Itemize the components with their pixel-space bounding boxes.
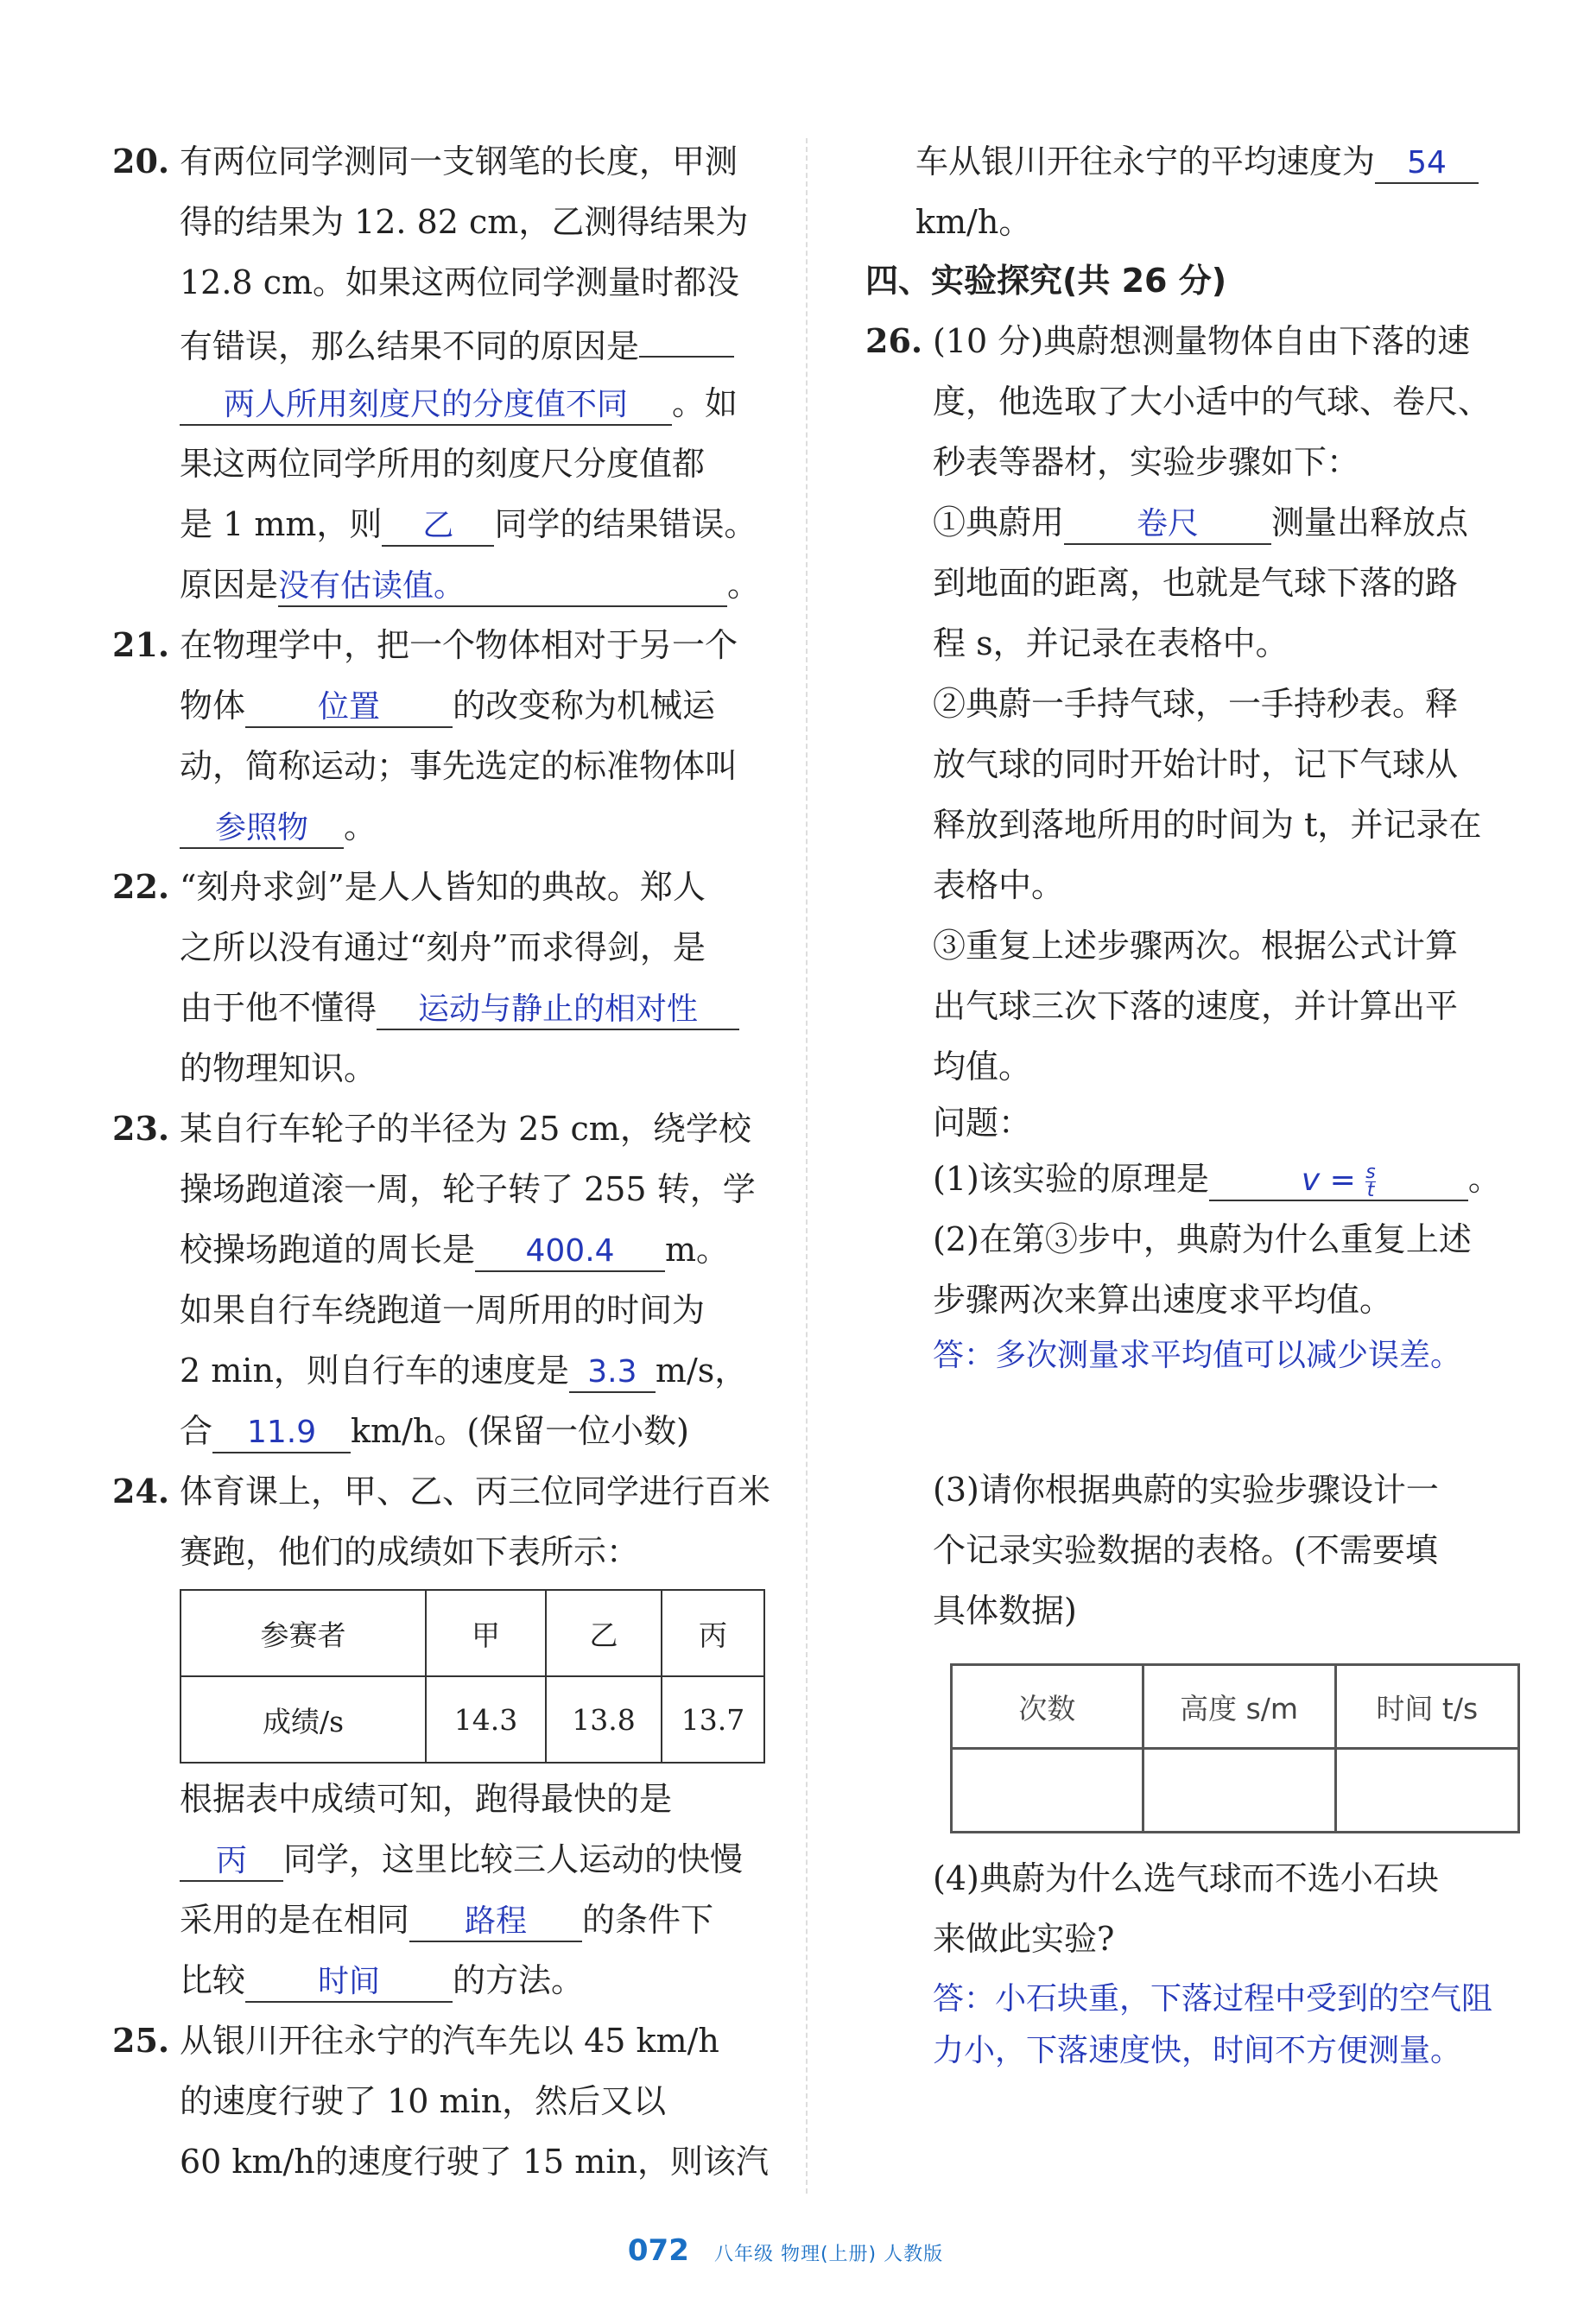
q20-answer-cause: 没有估读值。 bbox=[278, 567, 727, 607]
q24-table-header-row bbox=[181, 1590, 764, 1676]
q20-line6: 果这两位同学所用的刻度尺分度值都 bbox=[180, 445, 706, 483]
q24-line4 bbox=[180, 1838, 743, 1882]
q24-line4b: 同学，这里比较三人运动的快慢 bbox=[283, 1840, 744, 1878]
q22-number: 22. bbox=[112, 867, 170, 906]
q26-step1a: ①典蔚用 bbox=[933, 503, 1065, 541]
q26-step4: ②典蔚一手持气球，一手持秒表。释 bbox=[933, 685, 1459, 723]
q24-number: 24. bbox=[112, 1472, 170, 1510]
q26-step7: 表格中。 bbox=[933, 866, 1065, 904]
q25-line1: 从银川开往永宁的汽车先以 45 km/h bbox=[180, 2022, 719, 2060]
q26-th-2: 时间 t/s bbox=[1335, 1665, 1518, 1749]
formula-fraction bbox=[1365, 1161, 1376, 1201]
q24-th-0: 参赛者 bbox=[181, 1590, 426, 1676]
q22-line1: “刻舟求剑”是人人皆知的典故。郑人 bbox=[180, 868, 706, 906]
q26-table-header-row bbox=[952, 1665, 1519, 1749]
q23-answer-perimeter: 400.4 bbox=[475, 1232, 665, 1272]
q24-line2: 赛跑，他们的成绩如下表所示： bbox=[180, 1533, 640, 1571]
q24-td-2: 13.8 bbox=[546, 1676, 662, 1763]
section-heading: 四、实验探究(共 26 分) bbox=[865, 262, 1227, 300]
page-footer bbox=[0, 2233, 1571, 2268]
q25-line3: 60 km/h的速度行驶了 15 min，则该汽 bbox=[180, 2143, 769, 2181]
q24-th-1: 甲 bbox=[426, 1590, 546, 1676]
q26-td-0 bbox=[952, 1749, 1143, 1833]
page-number: 072 bbox=[627, 2233, 689, 2268]
q23-line3b: m。 bbox=[665, 1231, 730, 1269]
q26-table-empty-row bbox=[952, 1749, 1519, 1833]
q21-number: 21. bbox=[112, 625, 170, 664]
q21-line2a: 物体 bbox=[180, 687, 246, 725]
q20-number: 20. bbox=[112, 142, 170, 180]
q23-number: 23. bbox=[112, 1109, 170, 1148]
q24-td-0: 成绩/s bbox=[181, 1676, 426, 1763]
q26-p1b: 。 bbox=[1467, 1160, 1501, 1198]
q26-step3: 程 s，并记录在表格中。 bbox=[933, 624, 1289, 662]
q26-p2b: 步骤两次来算出速度求平均值。 bbox=[933, 1281, 1393, 1319]
q25-answer-avg-speed: 54 bbox=[1375, 144, 1479, 184]
q24-th-3: 丙 bbox=[662, 1590, 764, 1676]
q20-line4-text: 有错误，那么结果不同的原因是 bbox=[180, 327, 640, 365]
q26-number: 26. bbox=[865, 321, 923, 360]
q22-line4: 的物理知识。 bbox=[180, 1049, 377, 1087]
formula-den: t bbox=[1366, 1179, 1375, 1201]
q23-line2: 操场跑道滚一周，轮子转了 255 转，学 bbox=[180, 1170, 756, 1208]
q26-p2a: (2)在第③步中，典蔚为什么重复上述 bbox=[933, 1220, 1472, 1258]
q26-questions-label: 问题： bbox=[933, 1104, 1032, 1142]
q26-step1 bbox=[933, 501, 1468, 545]
q23-line6a: 合 bbox=[180, 1412, 213, 1450]
q25-line2: 的速度行驶了 10 min，然后又以 bbox=[180, 2082, 667, 2120]
q26-step8: ③重复上述步骤两次。根据公式计算 bbox=[933, 927, 1459, 965]
q23-line1: 某自行车轮子的半径为 25 cm，绕学校 bbox=[180, 1110, 751, 1148]
q26-p4-answer1: 答：小石块重，下落过程中受到的空气阻 bbox=[933, 1981, 1493, 2017]
q26-th-1: 高度 s/m bbox=[1143, 1665, 1335, 1749]
q26-line1: (10 分)典蔚想测量物体自由下落的速 bbox=[933, 322, 1471, 360]
q24-th-2: 乙 bbox=[546, 1590, 662, 1676]
q24-line5b: 的条件下 bbox=[582, 1901, 714, 1939]
q21-answer-position: 位置 bbox=[245, 688, 453, 728]
book-info: 八年级 物理(上册) 人教版 bbox=[713, 2244, 944, 2265]
q23-line6 bbox=[180, 1409, 689, 1453]
q26-p1 bbox=[933, 1157, 1501, 1201]
q20-line7b: 同学的结果错误。 bbox=[494, 505, 757, 543]
q24-td-1: 14.3 bbox=[426, 1676, 546, 1763]
q22-line3 bbox=[180, 986, 739, 1030]
q26-td-1 bbox=[1143, 1749, 1335, 1833]
q25-right-line1 bbox=[915, 140, 1479, 184]
q26-step2: 到地面的距离，也就是气球下落的路 bbox=[933, 564, 1459, 602]
q24-answer-fastest: 丙 bbox=[180, 1842, 283, 1882]
q20-line5-text: 。如 bbox=[672, 384, 738, 422]
q20-line8b: 。 bbox=[727, 566, 761, 604]
q23-answer-speed-ms: 3.3 bbox=[569, 1353, 656, 1393]
q20-answer-student: 乙 bbox=[382, 507, 494, 547]
q26-p3b: 个记录实验数据的表格。(不需要填 bbox=[933, 1531, 1438, 1569]
q24-line6b: 的方法。 bbox=[453, 1961, 585, 1999]
formula-num: s bbox=[1365, 1161, 1376, 1183]
q20-line3: 12.8 cm。如果这两位同学测量时都没 bbox=[180, 263, 740, 301]
q23-line5a: 2 min，则自行车的速度是 bbox=[180, 1352, 569, 1390]
q25-right-line2: km/h。 bbox=[915, 203, 1032, 241]
q21-line3: 动，简称运动；事先选定的标准物体叫 bbox=[180, 747, 738, 785]
q24-answer-time: 时间 bbox=[245, 1963, 453, 2003]
q22-answer: 运动与静止的相对性 bbox=[377, 991, 739, 1030]
q26-p2-answer: 答：多次测量求平均值可以减少误差。 bbox=[933, 1338, 1462, 1373]
q24-results-table bbox=[180, 1589, 765, 1764]
q20-line2: 得的结果为 12. 82 cm，乙测得结果为 bbox=[180, 203, 749, 241]
q24-line5a: 采用的是在相同 bbox=[180, 1901, 410, 1939]
q24-line5 bbox=[180, 1898, 713, 1942]
q20-line5 bbox=[180, 382, 738, 426]
q25-number: 25. bbox=[112, 2021, 170, 2060]
q23-answer-speed-kmh: 11.9 bbox=[212, 1414, 351, 1453]
q26-p4-answer2: 力小，下落速度快，时间不方便测量。 bbox=[933, 2033, 1462, 2068]
formula-v: v = bbox=[1301, 1162, 1356, 1198]
q20-line8a: 原因是 bbox=[180, 566, 279, 604]
q24-td-3: 13.7 bbox=[662, 1676, 764, 1763]
q23-line5 bbox=[180, 1349, 747, 1393]
q26-step9: 出气球三次下落的速度，并计算出平 bbox=[933, 987, 1459, 1025]
q20-line7 bbox=[180, 503, 757, 547]
q21-line1: 在物理学中，把一个物体相对于另一个 bbox=[180, 626, 738, 664]
q22-line2: 之所以没有通过“刻舟”而求得剑，是 bbox=[180, 928, 706, 966]
q26-p4b: 来做此实验? bbox=[933, 1920, 1115, 1958]
q24-answer-distance: 路程 bbox=[409, 1903, 582, 1942]
q25-r1a: 车从银川开往永宁的平均速度为 bbox=[915, 142, 1376, 180]
q24-table-row bbox=[181, 1676, 764, 1763]
q26-step1b: 测量出释放点 bbox=[1271, 503, 1469, 541]
q24-line6 bbox=[180, 1959, 584, 2003]
q26-td-2 bbox=[1335, 1749, 1518, 1833]
q24-line3: 根据表中成绩可知，跑得最快的是 bbox=[180, 1780, 673, 1818]
q26-step5: 放气球的同时开始计时，记下气球从 bbox=[933, 745, 1459, 783]
q21-line4 bbox=[180, 805, 377, 849]
q22-line3a: 由于他不懂得 bbox=[180, 989, 377, 1027]
q26-line2: 度，他选取了大小适中的气球、卷尺、 bbox=[933, 383, 1492, 421]
q23-line3a: 校操场跑道的周长是 bbox=[180, 1231, 476, 1269]
q23-line3 bbox=[180, 1228, 729, 1272]
q21-line2 bbox=[180, 684, 715, 728]
q21-line4b: 。 bbox=[344, 807, 377, 845]
q26-p3a: (3)请你根据典蔚的实验步骤设计一 bbox=[933, 1471, 1439, 1509]
q26-p1a: (1)该实验的原理是 bbox=[933, 1160, 1209, 1198]
q20-line7a: 是 1 mm，则 bbox=[180, 505, 383, 543]
q26-th-0: 次数 bbox=[952, 1665, 1143, 1749]
q20-line4 bbox=[180, 321, 734, 368]
q21-answer-reference: 参照物 bbox=[180, 809, 344, 849]
q20-answer-reason: 两人所用刻度尺的分度值不同 bbox=[180, 386, 672, 426]
q23-line5b: m/s， bbox=[655, 1352, 748, 1390]
q21-line2b: 的改变称为机械运 bbox=[453, 687, 716, 725]
q26-design-table bbox=[950, 1663, 1520, 1833]
q20-line1: 有两位同学测同一支钢笔的长度，甲测 bbox=[180, 142, 738, 180]
q26-step6: 释放到落地所用的时间为 t，并记录在 bbox=[933, 806, 1482, 844]
q26-p3c: 具体数据) bbox=[933, 1592, 1077, 1630]
q26-line3: 秒表等器材，实验步骤如下： bbox=[933, 443, 1360, 481]
q24-line6a: 比较 bbox=[180, 1961, 246, 1999]
q26-answer-tool: 卷尺 bbox=[1064, 505, 1271, 545]
q23-line6b: km/h。(保留一位小数) bbox=[351, 1412, 690, 1450]
q24-line1: 体育课上，甲、乙、丙三位同学进行百米 bbox=[180, 1472, 771, 1510]
q20-blank-lead bbox=[639, 321, 734, 358]
q26-step10: 均值。 bbox=[933, 1048, 1032, 1086]
q26-p4a: (4)典蔚为什么选气球而不选小石块 bbox=[933, 1859, 1439, 1897]
q23-line4: 如果自行车绕跑道一周所用的时间为 bbox=[180, 1291, 706, 1329]
q20-line8 bbox=[180, 563, 760, 607]
column-divider bbox=[806, 138, 808, 2194]
q26-answer-principle bbox=[1209, 1162, 1468, 1201]
